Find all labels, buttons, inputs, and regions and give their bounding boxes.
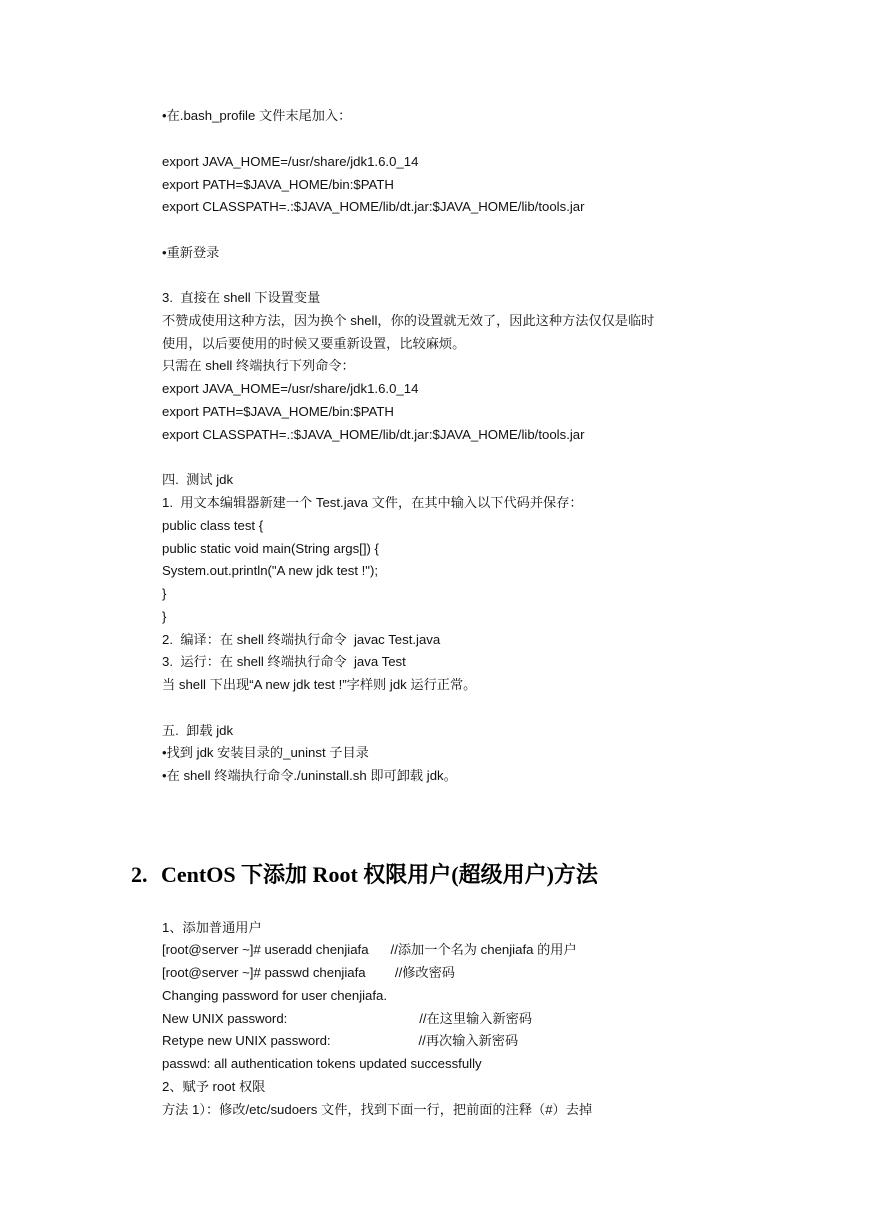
section-number: 2. [131,862,148,887]
step-heading: 2、赋予 root 权限 [162,1079,266,1094]
code-line: } [162,586,167,601]
paragraph-line: 只需在 shell 终端执行下列命令： [162,358,355,373]
step-line: 2. 编译：在 shell 终端执行命令 javac Test.java [162,632,441,647]
step-line: 1. 用文本编辑器新建一个 Test.java 文件，在其中输入以下代码并保存： [162,495,583,510]
section-title [131,860,598,890]
paragraph-line: 使用，以后要使用的时候又要重新设置，比较麻烦。 [162,336,466,351]
code-line: export JAVA_HOME=/usr/share/jdk1.6.0_14 [162,154,419,169]
output-line: New UNIX password: //在这里输入新密码 [162,1011,533,1026]
paragraph-line: 方法 1）：修改/etc/sudoers 文件，找到下面一行，把前面的注释（#）去掉 [162,1102,593,1117]
command-line: [root@server ~]# passwd chenjiafa //修改密码 [162,965,455,980]
command-line: [root@server ~]# useradd chenjiafa //添加一个名为 chenjiafa 的用户 [162,942,577,957]
code-line: public static void main(String args[]) { [162,541,379,556]
section-heading-uninstall-jdk: 五. 卸载 jdk [162,723,234,738]
section-heading-test-jdk: 四. 测试 jdk [162,472,234,487]
bullet-line: •在 shell 终端执行命令./uninstall.sh 即可卸载 jdk。 [162,768,457,783]
step-line: 3. 运行：在 shell 终端执行命令 java Test [162,654,406,669]
output-line: Changing password for user chenjiafa. [162,988,388,1003]
code-line: export JAVA_HOME=/usr/share/jdk1.6.0_14 [162,381,419,396]
step-heading: 1、添加普通用户 [162,920,262,935]
bullet-line: •找到 jdk 安装目录的_uninst 子目录 [162,745,369,760]
paragraph-line: 当 shell 下出现“A new jdk test !”字样则 jdk 运行正常。 [162,677,477,692]
code-line: export PATH=$JAVA_HOME/bin:$PATH [162,404,394,419]
bullet-bash-profile: •在.bash_profile 文件末尾加入： [162,108,352,123]
code-line: export CLASSPATH=.:$JAVA_HOME/lib/dt.jar:$JAVA_HOME/lib/tools.jar [162,427,585,442]
code-line: System.out.println("A new jdk test !"); [162,563,379,578]
paragraph-line: 不赞成使用这种方法，因为换个 shell，你的设置就无效了，因此这种方法仅仅是临时 [162,313,655,328]
section-title-text: CentOS 下添加 Root 权限用户(超级用户)方法 [161,862,598,887]
code-line: export PATH=$JAVA_HOME/bin:$PATH [162,177,394,192]
code-line: } [162,609,167,624]
output-line: Retype new UNIX password: //再次输入新密码 [162,1033,519,1048]
bullet-relogin: •重新登录 [162,245,220,260]
code-line: public class test { [162,518,264,533]
step-heading: 3. 直接在 shell 下设置变量 [162,290,321,305]
output-line: passwd: all authentication tokens updated successfully [162,1056,482,1071]
code-line: export CLASSPATH=.:$JAVA_HOME/lib/dt.jar:$JAVA_HOME/lib/tools.jar [162,199,585,214]
